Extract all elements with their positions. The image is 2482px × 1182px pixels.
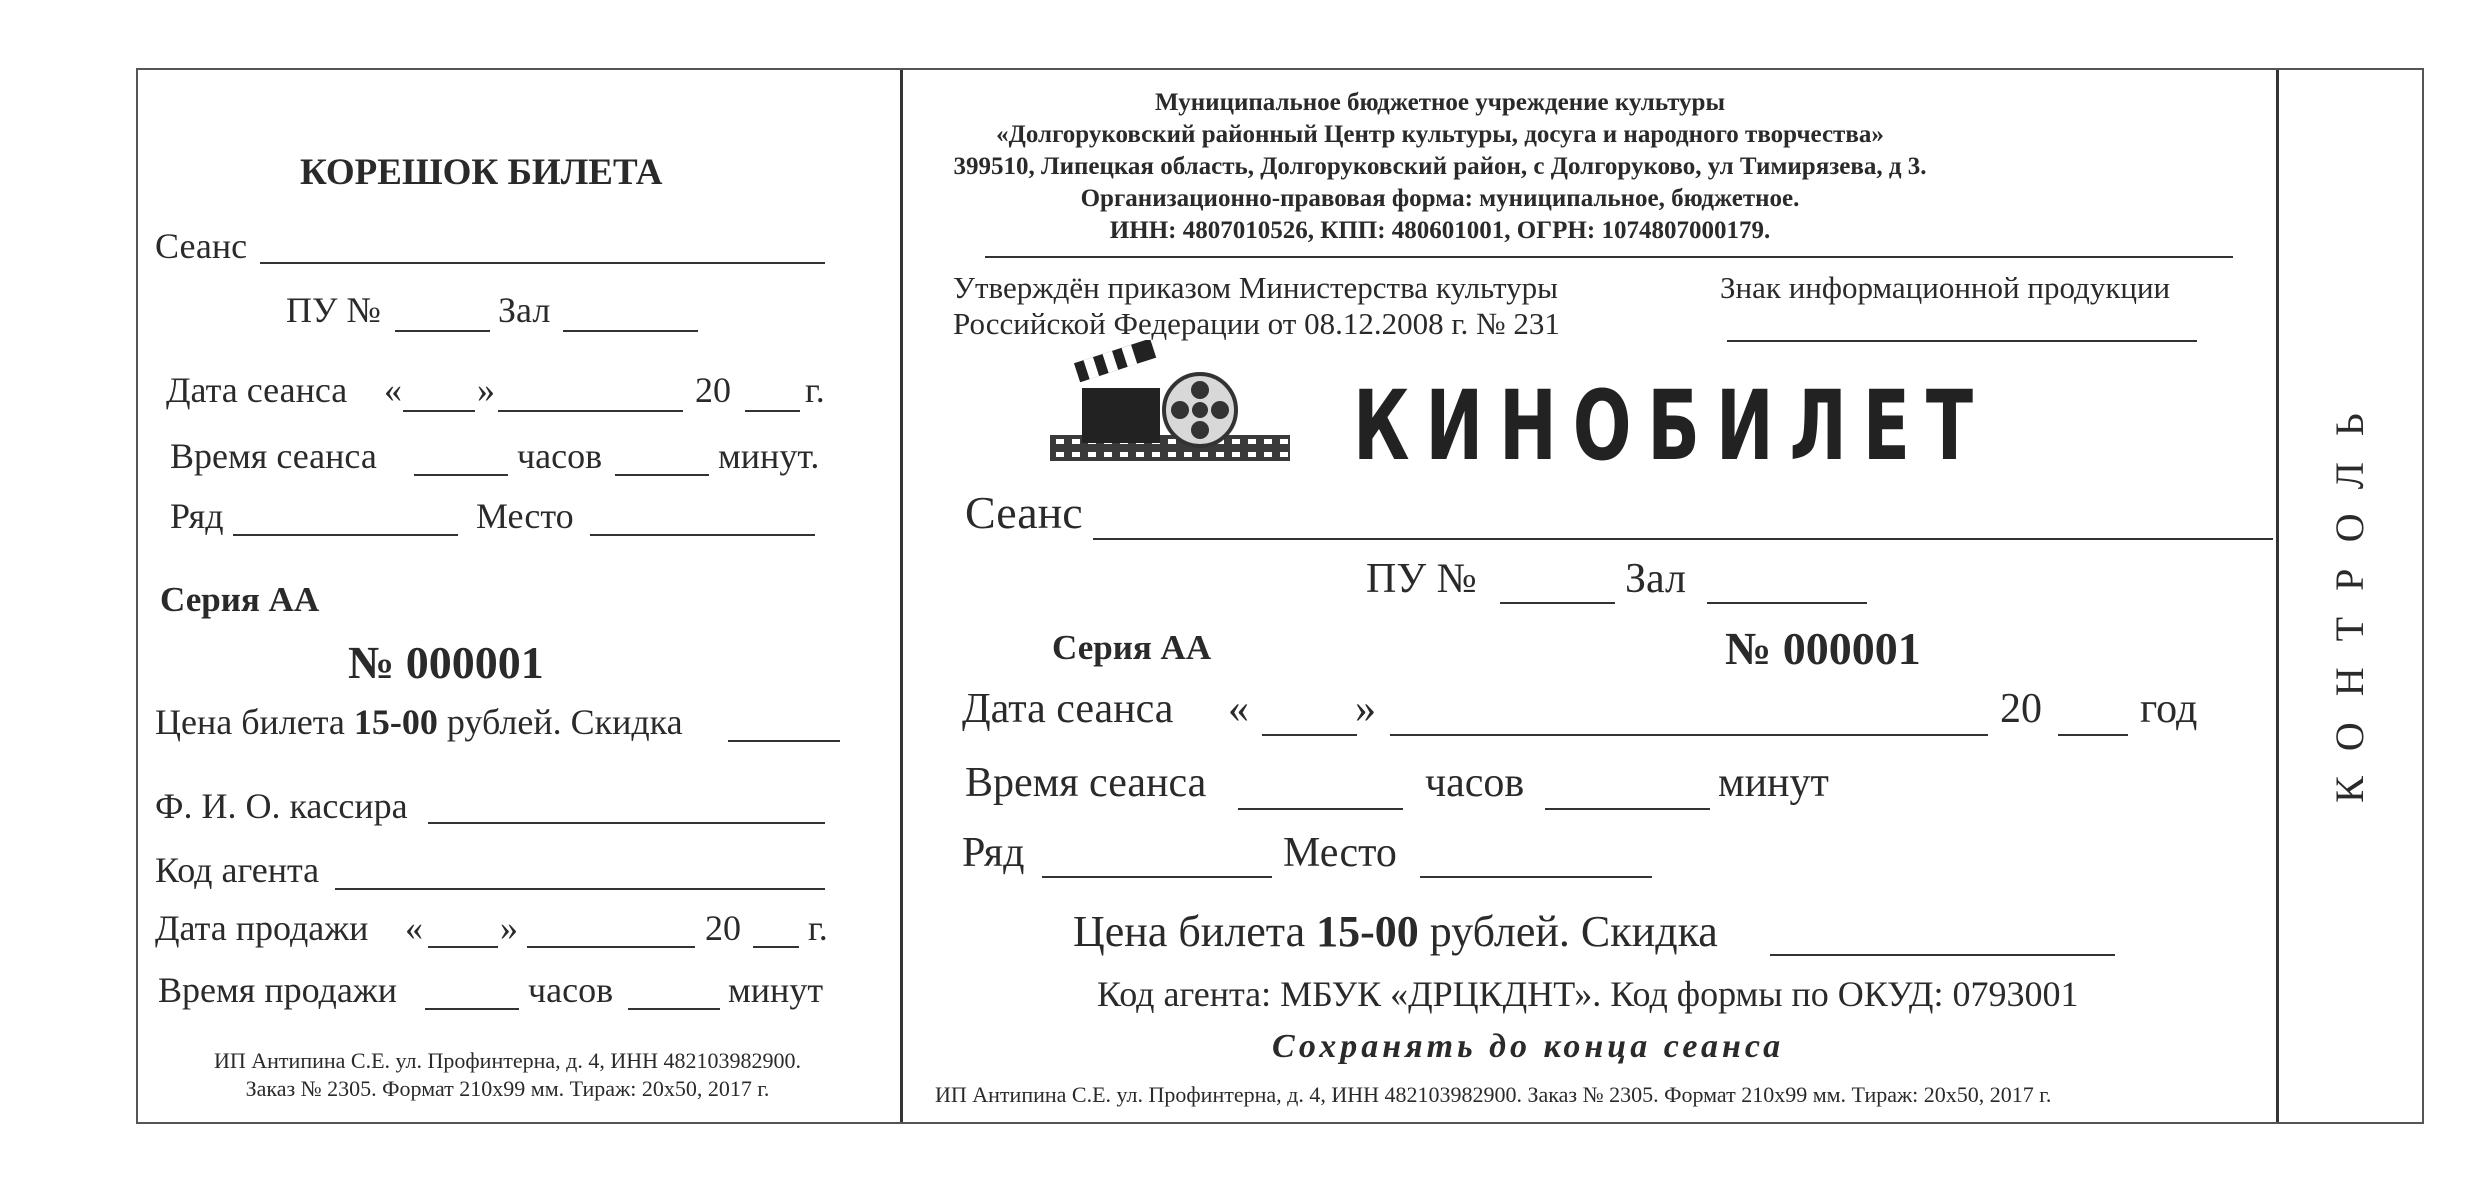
stub-data-seansa-label: Дата сеанса — [166, 370, 348, 410]
stub-year-prefix: 20 — [695, 370, 731, 410]
stub-agent-label: Код агента — [155, 850, 320, 890]
org-header-line4: Организационно-правовая форма: муниципальное, бюджетное. — [1080, 185, 1800, 212]
stub-hours-label: часов — [517, 436, 603, 476]
stub-sale-minutes-label: минут — [728, 970, 824, 1010]
stub-sale-close-quote: » — [500, 908, 518, 948]
film-reel-logo — [1040, 340, 1300, 480]
main-agent-code: Код агента: МБУК «ДРЦКДНТ». Код формы по ОКУД: 0793001 — [1097, 974, 2079, 1014]
stub-year-suffix: г. — [805, 370, 825, 410]
main-zal-label: Зал — [1625, 556, 1687, 602]
main-year-field — [2058, 734, 2128, 736]
main-minutes-field — [1545, 808, 1710, 810]
stub-data-prodazhi-label: Дата продажи — [155, 908, 369, 948]
main-day-field — [1262, 734, 1357, 736]
main-price-value: 15-00 — [1316, 907, 1419, 956]
stub-sale-day-field — [428, 946, 498, 948]
control-divider — [2276, 70, 2279, 1122]
control-label: КОНТРОЛЬ — [2327, 387, 2372, 803]
stub-zal-field — [563, 330, 698, 332]
main-close-quote: » — [1355, 686, 1376, 732]
stub-price-suffix: рублей. Скидка — [446, 702, 683, 742]
main-month-field — [1390, 734, 1988, 736]
main-year-prefix: 20 — [2000, 686, 2042, 732]
stub-number: № 000001 — [348, 637, 544, 688]
org-header-line3: 399510, Липецкая область, Долгоруковский район, с Долгоруково, ул Тимирязева, д 3. — [953, 153, 1927, 180]
stub-mesto-field — [590, 534, 815, 536]
stub-day-field — [403, 410, 475, 412]
stub-footer-line2: Заказ № 2305. Формат 210х99 мм. Тираж: 20х50, 2017 г. — [245, 1076, 770, 1101]
stub-sale-hours-label: часов — [528, 970, 614, 1010]
stub-price — [155, 704, 683, 740]
info-product-label: Знак информационной продукции — [1720, 270, 2171, 305]
stub-close-quote: » — [477, 370, 495, 410]
main-minutes-label: минут — [1718, 760, 1829, 806]
stub-year-field — [745, 410, 800, 412]
main-price — [1073, 907, 1718, 956]
main-ryad-label: Ряд — [962, 830, 1025, 876]
stub-zal-label: Зал — [498, 290, 551, 330]
stub-seans-field — [260, 262, 825, 264]
stub-sale-open-quote: « — [405, 908, 423, 948]
approved-line2: Российской Федерации от 08.12.2008 г. № 231 — [953, 306, 1560, 341]
stub-sale-month-field — [527, 946, 695, 948]
main-seriya: Серия АА — [1052, 628, 1212, 667]
stub-mesto-label: Место — [476, 496, 574, 536]
main-keep-note: Сохранять до конца сеанса — [1272, 1028, 1785, 1065]
ticket-title: КИНОБИЛЕТ — [1353, 370, 1989, 482]
stub-footer-line1: ИП Антипина С.Е. ул. Профинтерна, д. 4, ИНН 482103982900. — [214, 1048, 801, 1073]
stub-title: КОРЕШОК БИЛЕТА — [300, 152, 663, 193]
main-pu-field — [1500, 602, 1615, 604]
org-header-line1: Муниципальное бюджетное учреждение культуры — [1155, 89, 1725, 116]
stub-minutes-label: минут. — [718, 436, 820, 476]
main-hours-label: часов — [1425, 760, 1525, 806]
stub-minutes-field — [615, 474, 709, 476]
stub-price-prefix: Цена билета — [155, 702, 345, 742]
main-seans-field — [1093, 538, 2273, 540]
main-discount-field — [1770, 954, 2115, 956]
stub-sale-year-prefix: 20 — [705, 908, 741, 948]
stub-agent-field — [335, 888, 825, 890]
main-data-seansa-label: Дата сеанса — [962, 686, 1174, 732]
main-zal-field — [1707, 602, 1867, 604]
stub-sale-year-field — [753, 946, 799, 948]
main-vremya-seansa-label: Время сеанса — [965, 760, 1207, 806]
clapperboard-icon — [1040, 340, 1300, 480]
main-price-prefix: Цена билета — [1073, 907, 1306, 956]
org-header-line5: ИНН: 4807010526, КПП: 480601001, ОГРН: 1074807000179. — [1109, 217, 1771, 244]
stub-price-value: 15-00 — [353, 702, 438, 742]
info-product-field — [1727, 340, 2197, 342]
main-mesto-field — [1420, 876, 1652, 878]
stub-pu-field — [395, 330, 490, 332]
org-header-line2: «Долгоруковский районный Центр культуры, досуга и народного творчества» — [996, 121, 1884, 148]
main-mesto-label: Место — [1283, 830, 1397, 876]
stub-vremya-seansa-label: Время сеанса — [170, 436, 377, 476]
main-footer: ИП Антипина С.Е. ул. Профинтерна, д. 4, ИНН 482103982900. Заказ № 2305. Формат 210х99 мм. Тираж: 20х50, 2017 г. — [935, 1082, 2052, 1107]
main-pu-label: ПУ № — [1366, 556, 1477, 602]
main-number: № 000001 — [1725, 623, 1921, 674]
stub-open-quote: « — [384, 370, 402, 410]
stub-ryad-field — [233, 534, 458, 536]
header-rule — [985, 256, 2233, 258]
stub-seans-label: Сеанс — [155, 226, 248, 266]
main-price-suffix: рублей. Скидка — [1429, 907, 1718, 956]
main-seans-label: Сеанс — [965, 487, 1083, 538]
stub-kassir-label: Ф. И. О. кассира — [155, 786, 408, 826]
main-open-quote: « — [1228, 686, 1249, 732]
stub-sale-year-suffix: г. — [808, 908, 828, 948]
stub-pu-label: ПУ № — [286, 290, 381, 330]
stub-seriya: Серия АА — [160, 580, 320, 619]
stub-vremya-prodazhi-label: Время продажи — [158, 970, 397, 1010]
stub-discount-field — [728, 740, 840, 742]
stub-ryad-label: Ряд — [170, 496, 224, 536]
stub-hours-field — [414, 474, 508, 476]
stub-sale-hours-field — [425, 1008, 519, 1010]
main-ryad-field — [1042, 876, 1272, 878]
stub-kassir-field — [428, 822, 825, 824]
stub-month-field — [498, 410, 683, 412]
stub-sale-minutes-field — [628, 1008, 720, 1010]
main-year-suffix: год — [2140, 686, 2198, 732]
approved-line1: Утверждён приказом Министерства культуры — [953, 270, 1558, 305]
main-hours-field — [1238, 808, 1403, 810]
